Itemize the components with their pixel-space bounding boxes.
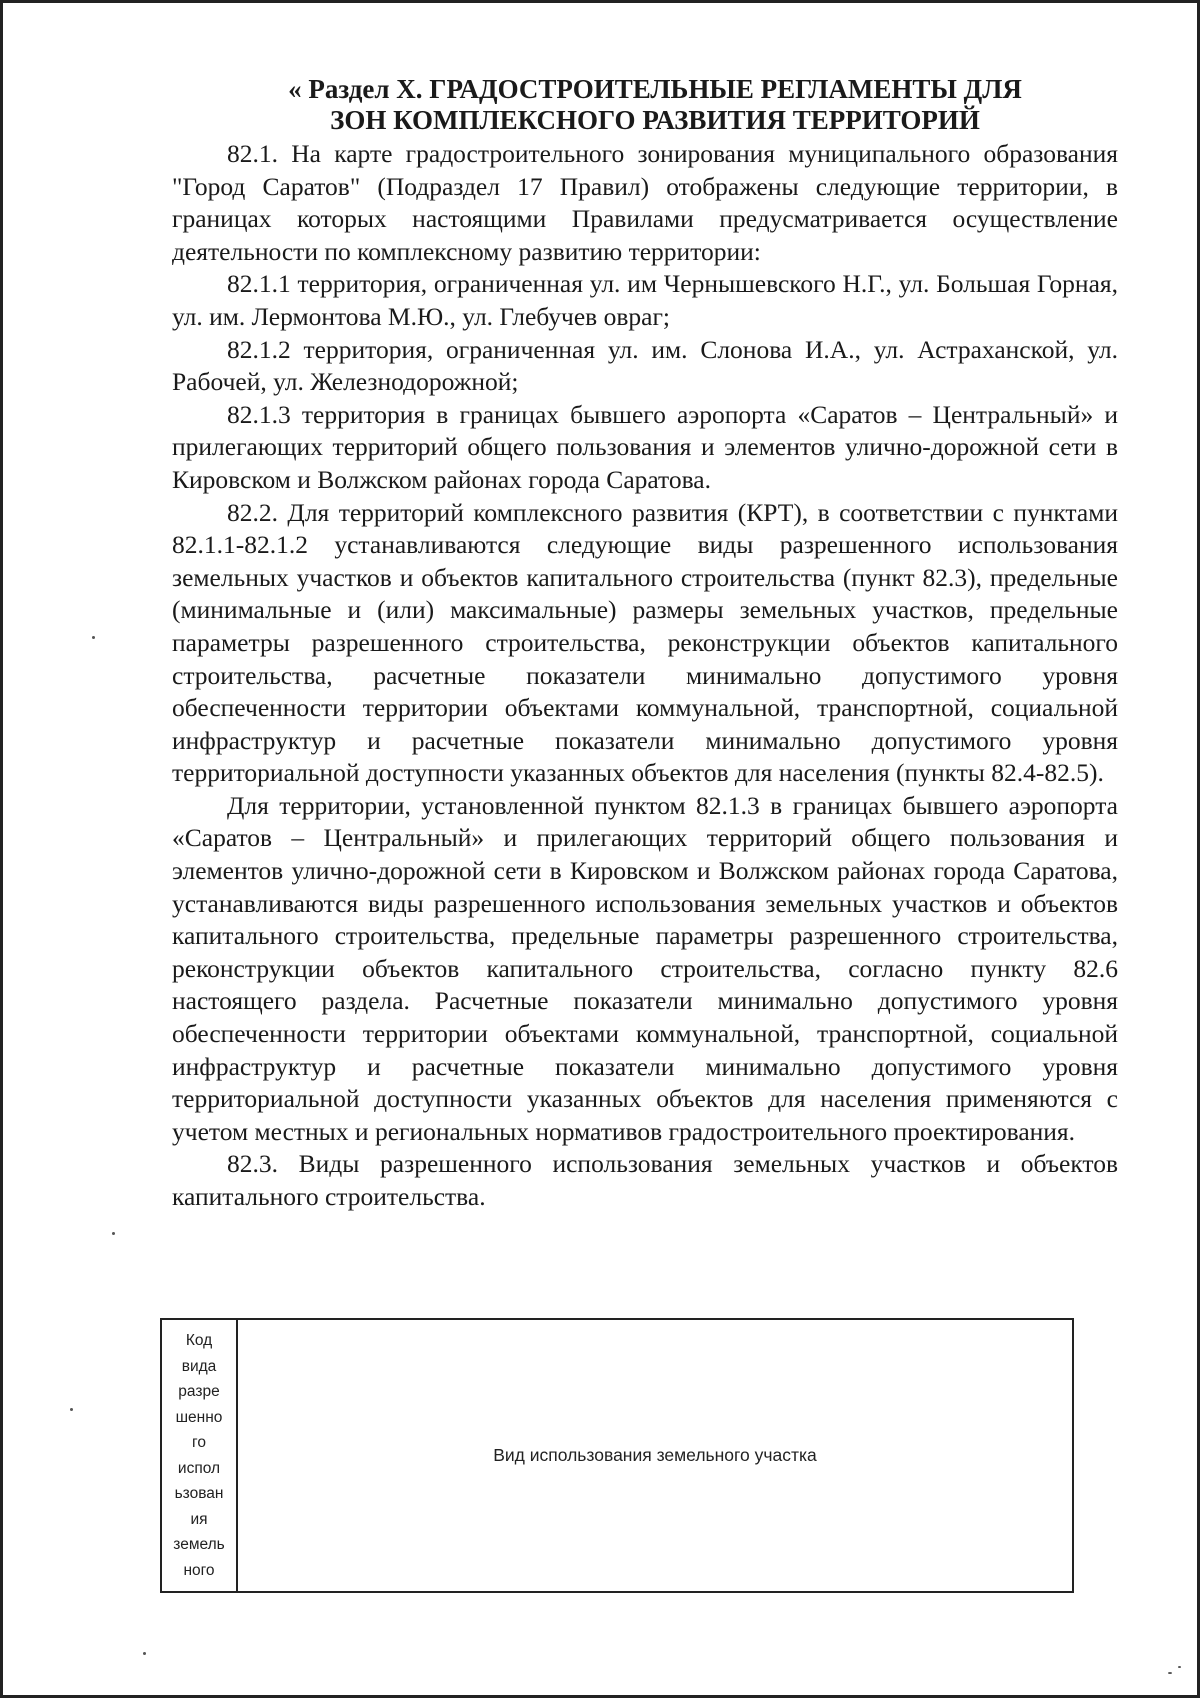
document-body xyxy=(172,138,1118,1214)
paragraph-82-1-1: 82.1.1 территория, ограниченная ул. им Чернышевского Н.Г., ул. Большая Горная, ул. им. Лермонтова М.Ю., ул. Глебучев овраг; xyxy=(172,269,1118,331)
scan-speck xyxy=(1178,1666,1181,1668)
code-header-line: испол xyxy=(177,1459,221,1477)
document-page xyxy=(172,74,1118,1214)
scan-speck xyxy=(92,636,95,639)
code-header-line: го xyxy=(192,1434,206,1451)
section-title-line-1: « Раздел X. ГРАДОСТРОИТЕЛЬНЫЕ РЕГЛАМЕНТЫ ДЛЯ xyxy=(288,74,1022,104)
paragraph-82-1: 82.1. На карте градостроительного зонирования муниципального образования "Город Саратов" (Подраздел 17 Правил) отображены следующие территории, в границах которых настоящими Правилами предусматривается осуществление деятельности по комплексному развитию территории: xyxy=(172,139,1118,266)
scan-speck xyxy=(112,1232,115,1235)
code-header-line: ия xyxy=(190,1510,208,1528)
section-title-line-2: ЗОН КОМПЛЕКСНОГО РАЗВИТИЯ ТЕРРИТОРИЙ xyxy=(330,105,980,135)
paragraph-territory-82-1-3: Для территории, установленной пунктом 82.1.3 в границах бывшего аэропорта «Саратов – Центральный» и прилегающих территорий общего пользования и элементов улично-дорожной сети в Кировском и Волжском районах города Саратова, устанавливаются виды разрешенного использования земельных участков и объектов капитального строительства, предельные параметры разрешенного строительства, реконструкции объектов капитального строительства, согласно пункту 82.6 настоящего раздела. Расчетные показатели минимально допустимого уровня обеспеченности территории объектами коммунальной, транспортной, социальной инфраструктур и расчетные показатели минимально допустимого уровня территориальной доступности указанных объектов для населения применяются с учетом местных и региональных нормативов градостроительного проектирования. xyxy=(172,790,1118,1146)
code-header-line: шенно xyxy=(175,1408,223,1426)
section-title xyxy=(172,74,1118,136)
paragraph-82-3: 82.3. Виды разрешенного использования земельных участков и объектов капитального строительства. xyxy=(172,1149,1118,1211)
code-header-line: земель xyxy=(173,1536,225,1553)
scan-speck xyxy=(70,1408,73,1411)
code-header-line: ьзован xyxy=(174,1485,224,1502)
land-use-table xyxy=(160,1318,1074,1593)
paragraph-82-1-2: 82.1.2 территория, ограниченная ул. им. Слонова И.А., ул. Астраханской, ул. Рабочей, ул. Железнодорожной; xyxy=(172,334,1118,397)
paragraph-82-2: 82.2. Для территорий комплексного развития (КРТ), в соответствии с пунктами 82.1.1-82.1.2 устанавливаются следующие виды разрешенного использования земельных участков и объектов капитального строительства (пункт 82.3), предельные (минимальные и (или) максимальные) размеры земельных участков, предельные параметры разрешенного строительства, реконструкции объектов капитального строительства, расчетные показатели минимально допустимого уровня обеспеченности территории объектами коммунальной, транспортной, социальной инфраструктур и расчетные показатели минимально допустимого уровня территориальной доступности указанных объектов для населения (пункты 82.4-82.5). xyxy=(172,497,1118,788)
code-header-line: Код xyxy=(185,1332,213,1349)
code-header-cell xyxy=(161,1319,237,1592)
code-header-line: вида xyxy=(181,1357,217,1375)
code-header-line: разре xyxy=(178,1383,220,1400)
code-header-line: ного xyxy=(183,1561,215,1579)
scan-speck xyxy=(1168,1672,1172,1674)
table-header-row xyxy=(161,1319,1073,1592)
use-header-cell: Вид использования земельного участка xyxy=(237,1319,1073,1592)
scan-speck xyxy=(143,1652,146,1655)
paragraph-82-1-3: 82.1.3 территория в границах бывшего аэропорта «Саратов – Центральный» и прилегающих территорий общего пользования и элементов улично-дорожной сети в Кировском и Волжском районах города Саратова. xyxy=(172,399,1118,494)
